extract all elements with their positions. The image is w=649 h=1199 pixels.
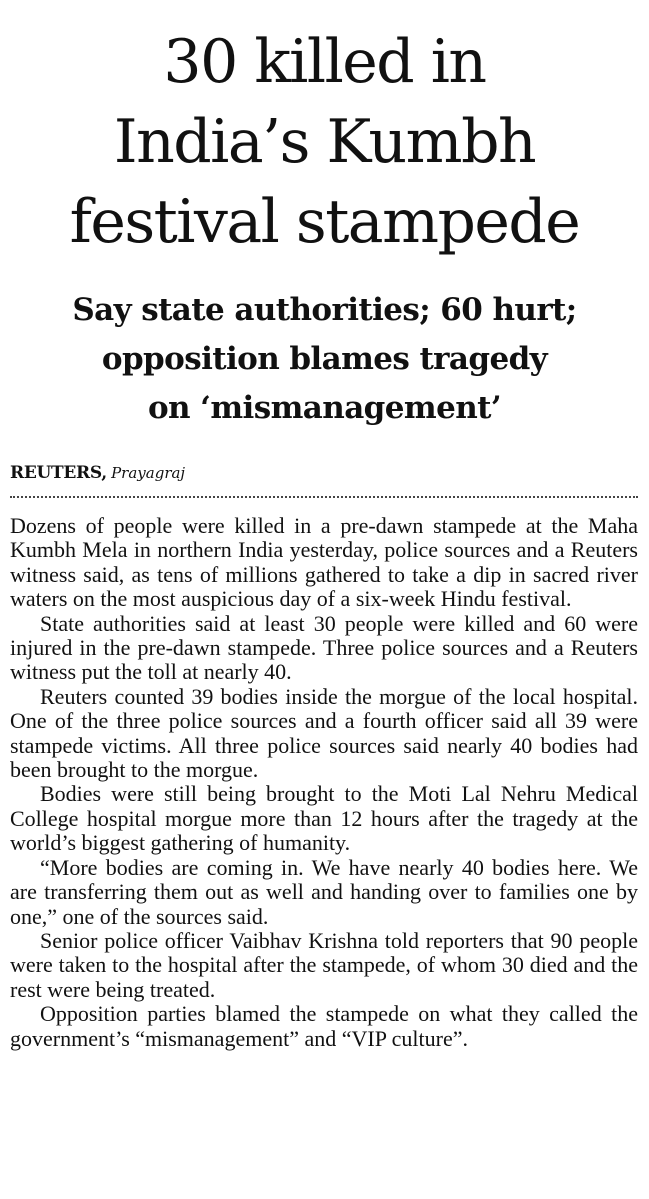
byline: [10, 462, 185, 484]
dotted-divider: [10, 496, 638, 498]
article-body: [10, 514, 638, 1051]
subheadline: [0, 286, 649, 433]
body-paragraph: Bodies were still being brought to the Moti Lal Nehru Medical College hospital morgue more than 12 hours after the tragedy at the world’s biggest gathering of humanity.: [10, 781, 638, 856]
headline-line: India’s Kumbh: [113, 107, 536, 177]
subheadline-line: opposition blames tragedy: [101, 341, 548, 377]
headline-line: festival stampede: [69, 187, 580, 257]
body-paragraph: Opposition parties blamed the stampede on what they called the government’s “mismanagement” and “VIP culture”.: [10, 1001, 638, 1051]
body-paragraph: State authorities said at least 30 people were killed and 60 were injured in the pre-dawn stampede. Three police sources and a Reuters witness put the toll at nearly 40.: [10, 610, 638, 685]
body-paragraph: Dozens of people were killed in a pre-dawn stampede at the Maha Kumbh Mela in northern India yesterday, police sources and a Reuters witness said, as tens of millions gathered to take a dip in sacred river waters on the most auspicious day of a six-week Hindu festival.: [10, 513, 638, 612]
body-paragraph: Reuters counted 39 bodies inside the morgue of the local hospital. One of the three police sources and a fourth officer said all 39 were stampede victims. All three police sources said nearly 40 bodies had been brought to the morgue.: [10, 683, 638, 783]
subheadline-line: Say state authorities; 60 hurt;: [72, 292, 577, 328]
body-paragraph: Senior police officer Vaibhav Krishna told reporters that 90 people were taken to the hospital after the stampede, of whom 30 died and the rest were being treated.: [10, 927, 638, 1002]
headline-line: 30 killed in: [163, 27, 486, 97]
byline-agency: REUTERS,: [10, 463, 107, 483]
byline-dateline: Prayagraj: [111, 464, 186, 482]
subheadline-line: on ‘mismanagement’: [147, 390, 502, 426]
headline: [0, 22, 649, 262]
body-paragraph: “More bodies are coming in. We have nearly 40 bodies here. We are transferring them out as well and handing over to families one by one,” one of the sources said.: [10, 854, 638, 929]
